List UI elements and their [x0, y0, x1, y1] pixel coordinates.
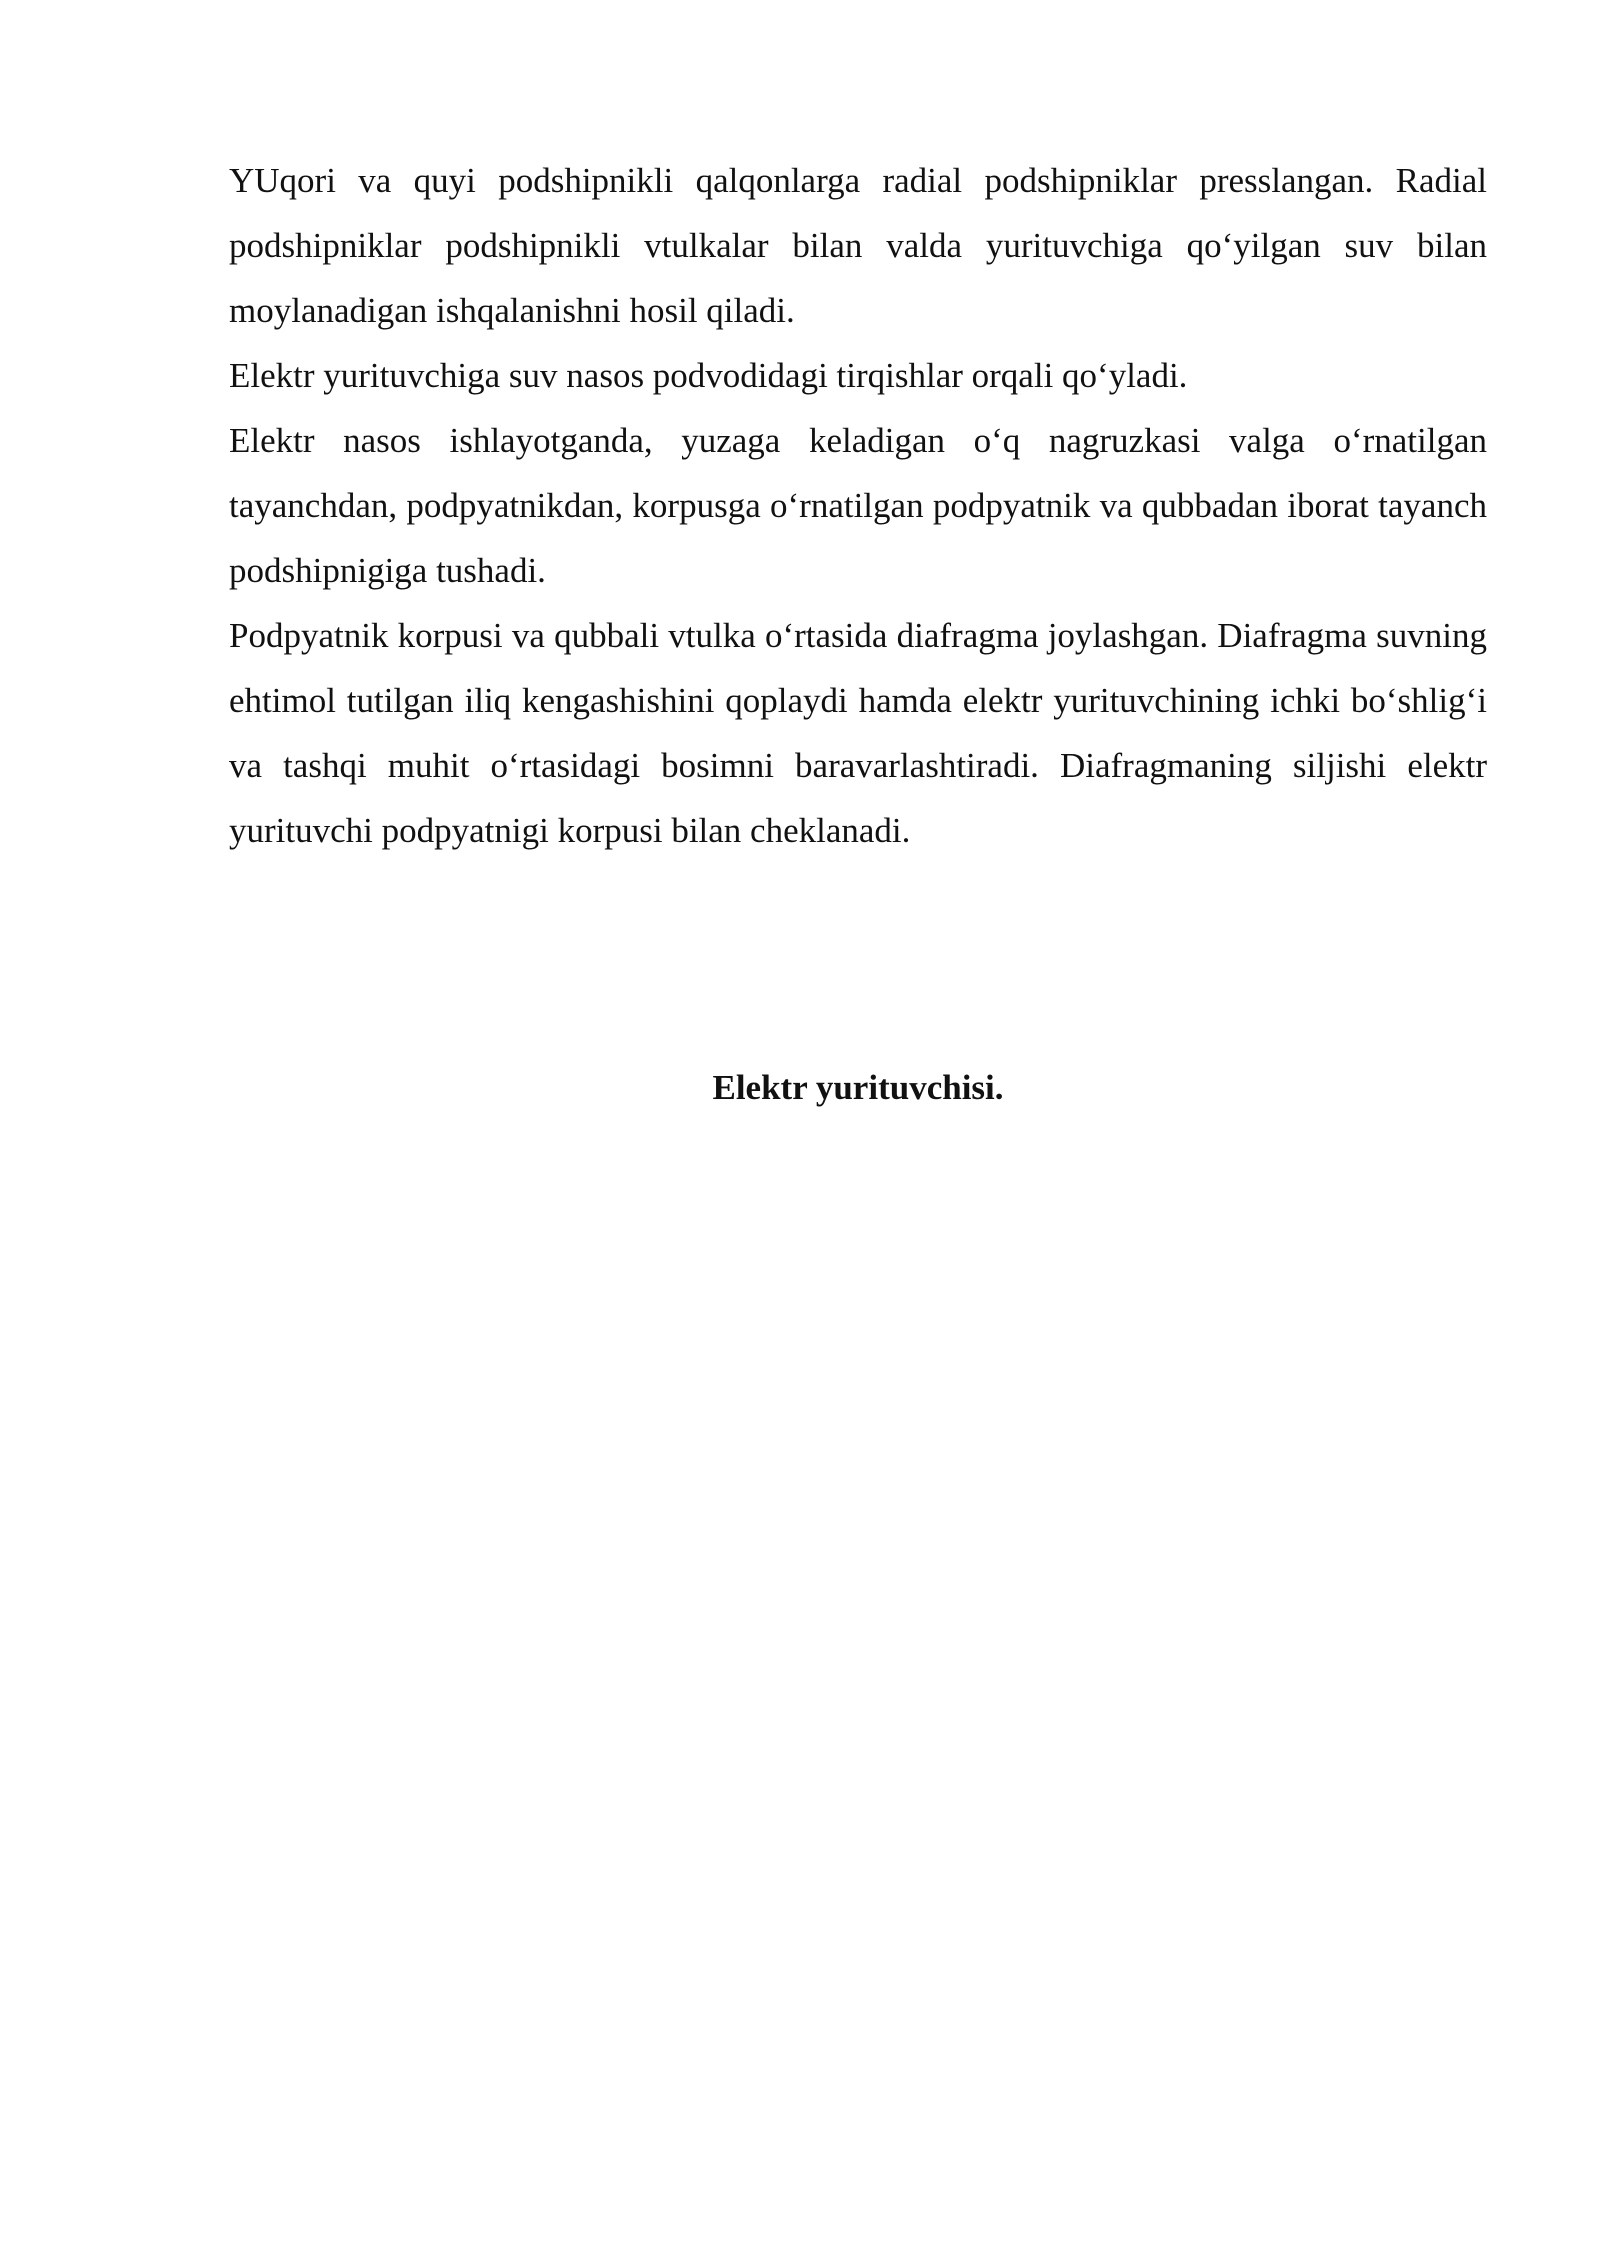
body-text [229, 148, 1487, 863]
paragraph-2: Elektr yurituvchiga suv nasos podvodidagi tirqishlar orqali qo‘yladi. [229, 356, 1188, 395]
paragraph-1: YUqori va quyi podshipnikli qalqonlarga radial podshipniklar presslangan. Radial podshipniklar podshipnikli vtulkalar bilan valda yurituvchiga qo‘yilgan suv bilan moylanadigan ishqalanishni hosil qiladi. [229, 161, 1487, 330]
paragraph-3: Elektr nasos ishlayotganda, yuzaga keladigan o‘q nagruzkasi valga o‘rnatilgan tayanchdan, podpyatnikdan, korpusga o‘rnatilgan podpyatnik va qubbadan iborat tayanch podshipnigiga tushadi. [229, 421, 1487, 590]
section-heading: Elektr yurituvchisi. [712, 1068, 1004, 1107]
paragraph-4: Podpyatnik korpusi va qubbali vtulka o‘rtasida diafragma joylashgan. Diafragma suvning ehtimol tutilgan iliq kengashishini qoplaydi hamda elektr yurituvchining ichki bo‘shlig‘i va tashqi muhit o‘rtasidagi bosimni baravarlashtiradi. Diafragmaning siljishi elektr yurituvchi podpyatnigi korpusi bilan cheklanadi. [229, 616, 1487, 850]
